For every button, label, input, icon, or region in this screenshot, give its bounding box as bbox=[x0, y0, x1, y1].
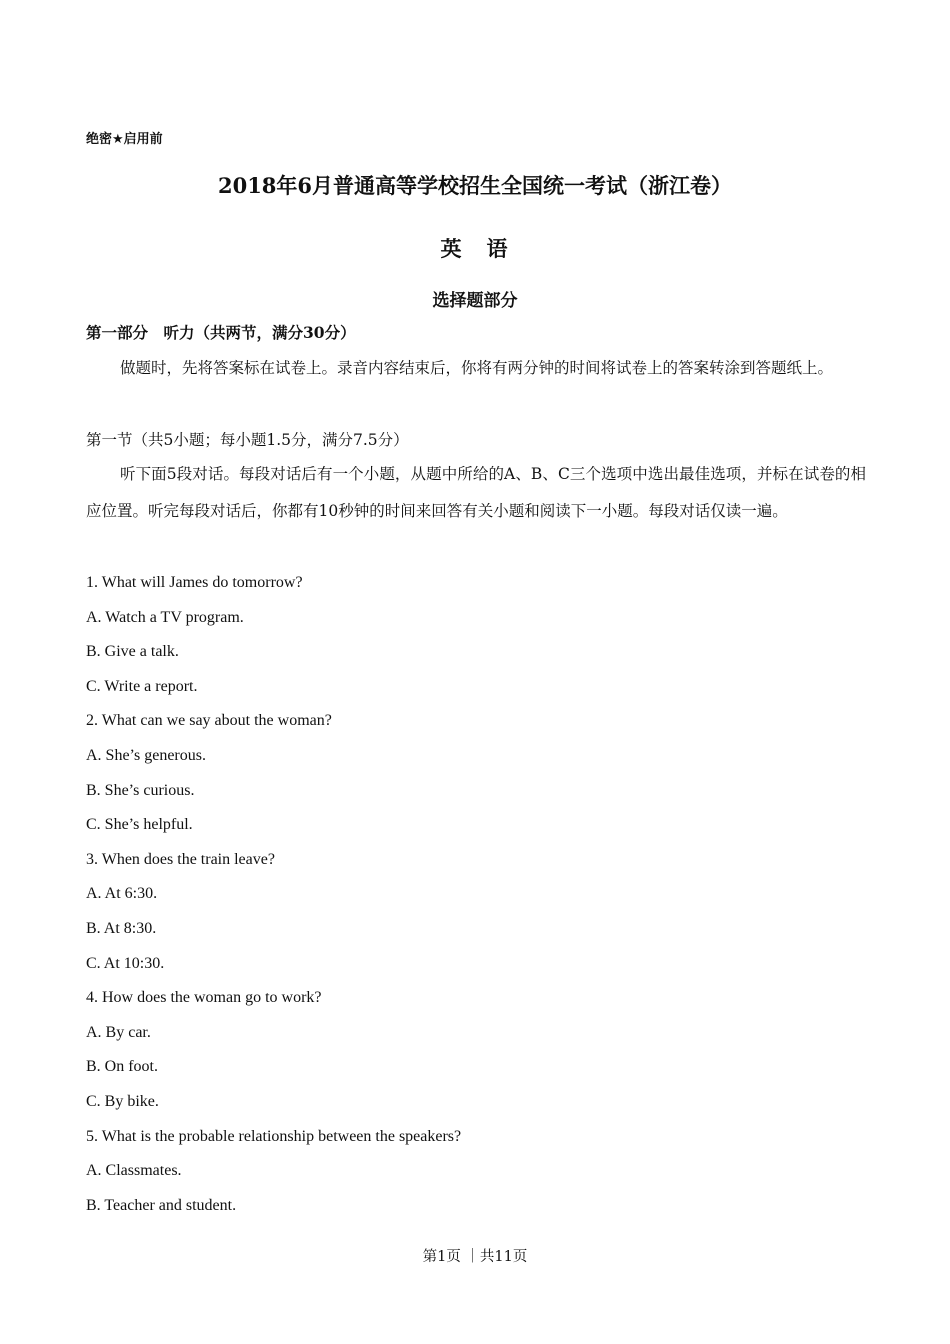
answer-option: B. Give a talk. bbox=[86, 643, 179, 661]
answer-option: C. At 10:30. bbox=[86, 954, 165, 972]
exam-title: 2018年6月普通高等学校招生全国统一考试（浙江卷） bbox=[217, 173, 733, 198]
secret-mark: 绝密★启用前 bbox=[86, 132, 163, 147]
section1-heading: 第一节（共5小题；每小题1.5分，满分7.5分） bbox=[86, 431, 409, 449]
answer-option: C. Write a report. bbox=[86, 677, 198, 695]
question-list bbox=[86, 571, 461, 1228]
answer-option: B. She’s curious. bbox=[86, 781, 195, 799]
subject-title: 英 语 bbox=[440, 236, 510, 261]
section1-instructions: 听下面5段对话。每段对话后有一个小题，从题中所给的A、B、C三个选项中选出最佳选项，并标在试卷的相应位置。听完每段对话后，你都有10秒钟的时间来回答有关小题和阅读下一小题。每段对话仅读一遍。 bbox=[86, 465, 866, 520]
part1-heading: 第一部分 听力（共两节，满分30分） bbox=[86, 323, 356, 342]
answer-option: A. At 6:30. bbox=[86, 885, 158, 903]
answer-option: A. She’s generous. bbox=[86, 746, 206, 764]
question-stem: 5. What is the probable relationship between the speakers? bbox=[86, 1127, 462, 1145]
answer-option: B. On foot. bbox=[86, 1058, 158, 1076]
answer-option: C. By bike. bbox=[86, 1092, 159, 1110]
answer-option: C. She’s helpful. bbox=[86, 816, 193, 834]
answer-option: B. Teacher and student. bbox=[86, 1196, 237, 1214]
page-indicator: 第1页 ｜共11页 bbox=[422, 1249, 528, 1265]
answer-option: A. Classmates. bbox=[86, 1162, 182, 1180]
question-stem: 4. How does the woman go to work? bbox=[86, 989, 322, 1007]
answer-option: B. At 8:30. bbox=[86, 919, 157, 937]
question-stem: 2. What can we say about the woman? bbox=[86, 712, 332, 730]
question-stem: 1. What will James do tomorrow? bbox=[86, 574, 303, 591]
answer-option: A. Watch a TV program. bbox=[86, 608, 244, 626]
answer-option: A. By car. bbox=[86, 1023, 151, 1041]
section-name: 选择题部分 bbox=[432, 291, 518, 311]
part1-instructions: 做题时，先将答案标在试卷上。录音内容结束后，你将有两分钟的时间将试卷上的答案转涂到答题纸上。 bbox=[120, 359, 834, 377]
question-stem: 3. When does the train leave? bbox=[86, 850, 275, 868]
